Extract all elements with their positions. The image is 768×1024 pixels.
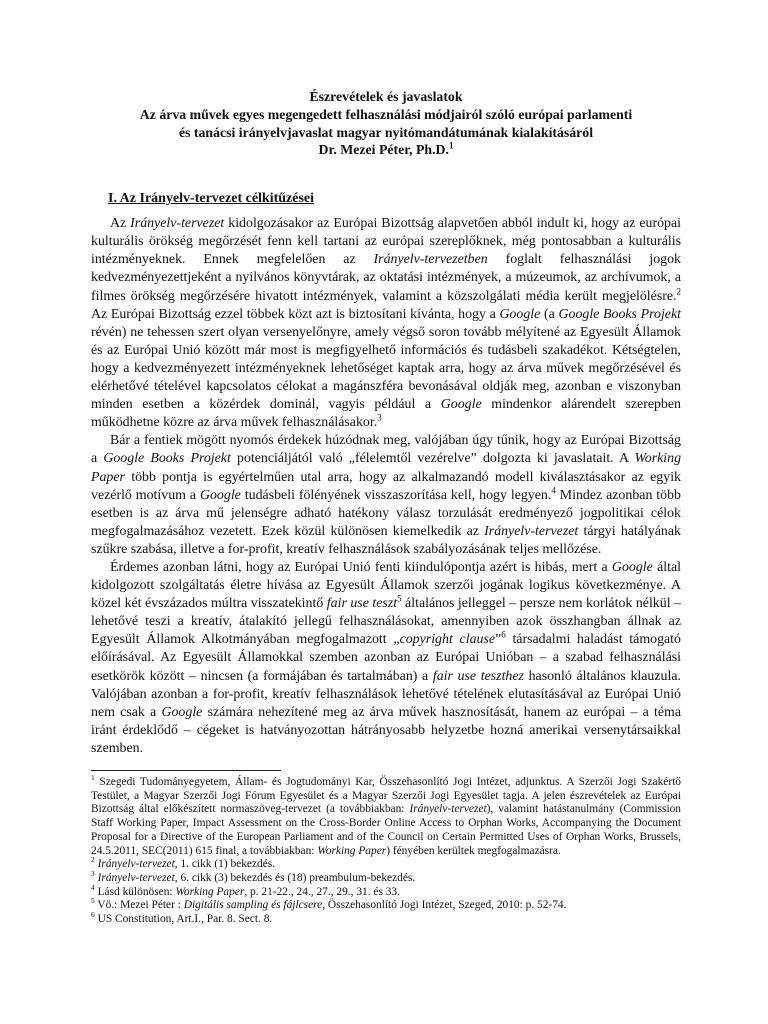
- body-paragraph: [91, 215, 681, 432]
- text-run: potenciáljától való „félelemtől vezérelve” dolgozta ki javaslatait. A: [230, 451, 635, 467]
- text-run: Mindez azonban több esetben is az árva mű jelenségre adható hatékony válasz torzulását eredményező jogpolitikai célok megfogalmazásához vezetett. Ezek közül különösen kiemelkedik az: [91, 487, 681, 539]
- body-paragraph: [91, 432, 681, 559]
- text-run: által kidolgozott szolgáltatás életre hívása az Egyesült Államok szerzői jogának logikus következménye. A közel két évszázados múltra visszatekintő: [91, 559, 681, 612]
- emphasis-text: Google: [499, 306, 541, 322]
- footnote: [91, 910, 681, 927]
- text-run: számára nehezítené meg az árva művek hasznosítását, hanem az európai – a téma iránt érdeklődő – cégeket is hatványozottan hátrányosabb helyzetbe hozná amerikai versenytársaikkal szemben.: [91, 704, 682, 756]
- footnote-ref: 6: [91, 910, 95, 920]
- text-run: , 1. cikk (1) bekezdés.: [174, 858, 276, 871]
- text-run: ), valamint hatástanulmány (Commission Staff Working Paper, Impact Assessment on the Cross-Border Online Access to Orphan Works, Accompanying the Document Proposal for a Directive of the European Parliament and of the Council on Certain Permitted Uses of Orphan Works, Brussels, 24.5.2011, SEC(2011) 615 final, a továbbiakban:: [91, 803, 682, 857]
- author-line: [91, 141, 681, 159]
- footnote-ref: 2: [91, 855, 95, 865]
- emphasis-text: Google Books Projekt: [558, 306, 681, 322]
- footnote: [91, 773, 682, 858]
- emphasis-text: Working Paper: [91, 451, 682, 485]
- emphasis-text: fair use teszthez: [432, 668, 524, 684]
- footnote: [91, 882, 681, 900]
- emphasis-text: Google: [611, 559, 653, 575]
- emphasis-text: Irányelv-tervezet: [484, 523, 579, 539]
- emphasis-text: Working Paper: [175, 885, 245, 898]
- text-run: ”: [495, 632, 502, 648]
- footnote: [91, 896, 681, 913]
- footnote-ref: 3: [91, 869, 95, 879]
- document-title: [91, 88, 681, 159]
- page-content: [91, 88, 681, 927]
- text-run: kidolgozásakor az Európai Bizottság alapvetően abból indult ki, hogy az európai kulturális örökség megőrzését fenn kell tartani az európai szereplőknek, még pontosabban a kulturális intézményeknek. Ennek megfelelően az: [91, 216, 682, 268]
- text-run: társadalmi haladást támogató előírásával. Az Egyesült Államokkal szemben azonban az Európai Unióban – a szabad felhasználási esetkörök között – nincsen (a formájában és tartalmában) a: [91, 632, 681, 684]
- footnote-ref: 2: [676, 285, 681, 296]
- footnote-ref: 5: [91, 896, 95, 906]
- emphasis-text: Irányelv-tervezetben: [373, 252, 488, 268]
- footnote: [91, 869, 681, 886]
- text-run: révén) ne tehessen szert olyan versenyelőnyre, amely végső soron tovább mélyítené az Egyesült Államok és az Európai Unió között már most is megfigyelhető információs és tudásbeli szakadékot. Kétségtelen, hogy a kedvezményezett intézményeknek lehetőséget kaptak arra, hogy az árva művek megőrzésével és elérhetővé tételével kapcsolatos célokat a magánszféra bevonásával oldják meg, azonban e viszonyban minden esetben a közérdek dominál, vagyis például a: [91, 324, 681, 413]
- text-run: Az: [110, 216, 131, 232]
- title-line-2: Az árva művek egyes megengedett felhasználási módjairól szóló európai parlamenti: [139, 106, 633, 122]
- text-run: hasonló általános klauzula. Valójában azonban a for-profit, kreatív felhasználások lehetővé tételének elutasításával az Európai Unió nem csak a: [91, 668, 681, 720]
- emphasis-text: fair use teszt: [326, 596, 398, 612]
- text-run: (a: [540, 306, 559, 322]
- emphasis-text: copyright clause: [399, 632, 496, 648]
- text-run: Az Európai Bizottság ezzel többek közt azt is biztosítani kívánta, hogy a: [91, 306, 500, 322]
- text-run: Bár a fentiek mögött nyomós érdekek húzódnak meg, valójában úgy tűnik, hogy az Európai Bizottság a: [91, 433, 681, 467]
- text-run: tárgyi hatályának szűkre szabása, illetve a for-profit, kreatív felhasználások szabályozásának teljes mellőzése.: [91, 523, 681, 557]
- footnote-ref: 5: [397, 593, 402, 604]
- footnote-ref: 4: [551, 484, 556, 495]
- emphasis-text: Google: [161, 704, 203, 720]
- footnote: [91, 855, 681, 872]
- text-run: több pontja is egyértelműen utal arra, hogy az alkalmazandó modell kiválasztásakor az egyik vezérlő motívum a: [91, 469, 681, 503]
- emphasis-text: Irányelv-tervezet: [130, 216, 225, 232]
- footnote-separator: [91, 770, 281, 771]
- footnote-ref: 1: [91, 773, 95, 783]
- author-name: Dr. Mezei Péter, Ph.D.: [318, 142, 449, 158]
- text-run: US Constitution, Art.I., Par. 8. Sect. 8.: [94, 913, 273, 926]
- footnote-ref: 6: [501, 629, 506, 640]
- title-line-1: Észrevételek és javaslatok: [309, 89, 463, 104]
- emphasis-text: Google Books Projekt: [103, 451, 231, 467]
- author-footnote-ref: 1: [448, 140, 454, 151]
- text-run: mindenkor alárendelt szerepben működhetne közre az árva művek felhasználásakor.: [91, 397, 681, 431]
- footnote-ref: 4: [91, 882, 95, 892]
- section-heading: I. Az Irányelv-tervezet célkitűzései: [108, 191, 315, 207]
- text-run: Vö.: Mezei Péter :: [94, 899, 184, 912]
- text-run: , Összehasonlító Jogi Intézet, Szeged, 2010: p. 52-74.: [322, 899, 567, 912]
- emphasis-text: Google: [440, 397, 482, 413]
- title-line-3: és tanácsi irányelvjavaslat magyar nyitómandátumának kialakításáról: [178, 124, 594, 140]
- text-run: általános jelleggel – persze nem korlátok nélkül – lehetővé teszi a kreatív, átalakító jellegű felhasználásokat, amennyiben azok összhangban állnak az Egyesült Államok Alkotmányában megfogalmazott „: [91, 596, 681, 648]
- footnote-ref: 3: [377, 412, 382, 423]
- emphasis-text: Digitális sampling és fájlcsere: [183, 899, 323, 912]
- text-run: Érdemes azonban látni, hogy az Európai Unió fenti kiindulópontja azért is hibás, mert a: [110, 559, 612, 575]
- emphasis-text: Irányelv-tervezet: [97, 871, 175, 884]
- text-run: ) fényében kerültek megfogalmazásra.: [386, 844, 561, 857]
- text-run: tudásbeli fölényének visszaszorítása kell, hogy legyen.: [240, 487, 552, 503]
- text-run: , p. 21-22., 24., 27., 29., 31. és 33.: [244, 885, 400, 898]
- text-run: Szegedi Tudományegyetem, Állam- és Jogtudományi Kar, Összehasonlító Jogi Intézet, adjunktus. A Szerzői Jogi Szakértő Testület, a Magyar Szerzői Jogi Fórum Egyesület és a Magyar Szerzői Jogi Egyesület tagja. A jelen észrevételek az Európai Bizottság által előkészített normaszöveg-tervezet (a továbbiakban:: [91, 776, 681, 816]
- emphasis-text: Working Paper: [317, 844, 387, 857]
- emphasis-text: Irányelv-tervezet: [97, 858, 175, 871]
- body-paragraph: [91, 559, 681, 758]
- text-run: , 6. cikk (3) bekezdés és (18) preambulum-bekezdés.: [174, 871, 416, 884]
- text-run: foglalt felhasználási jogok kedvezményezettjeként a nyilvános könyvtárak, az oktatási intézmények, a múzeumok, az archívumok, a filmes örökség megőrzésére hivatott intézmények, valamint a közszolgálati média került megjelölésre.: [91, 252, 681, 304]
- emphasis-text: Google: [199, 487, 241, 503]
- text-run: Lásd különösen:: [94, 885, 176, 898]
- emphasis-text: Irányelv-tervezet: [409, 803, 487, 816]
